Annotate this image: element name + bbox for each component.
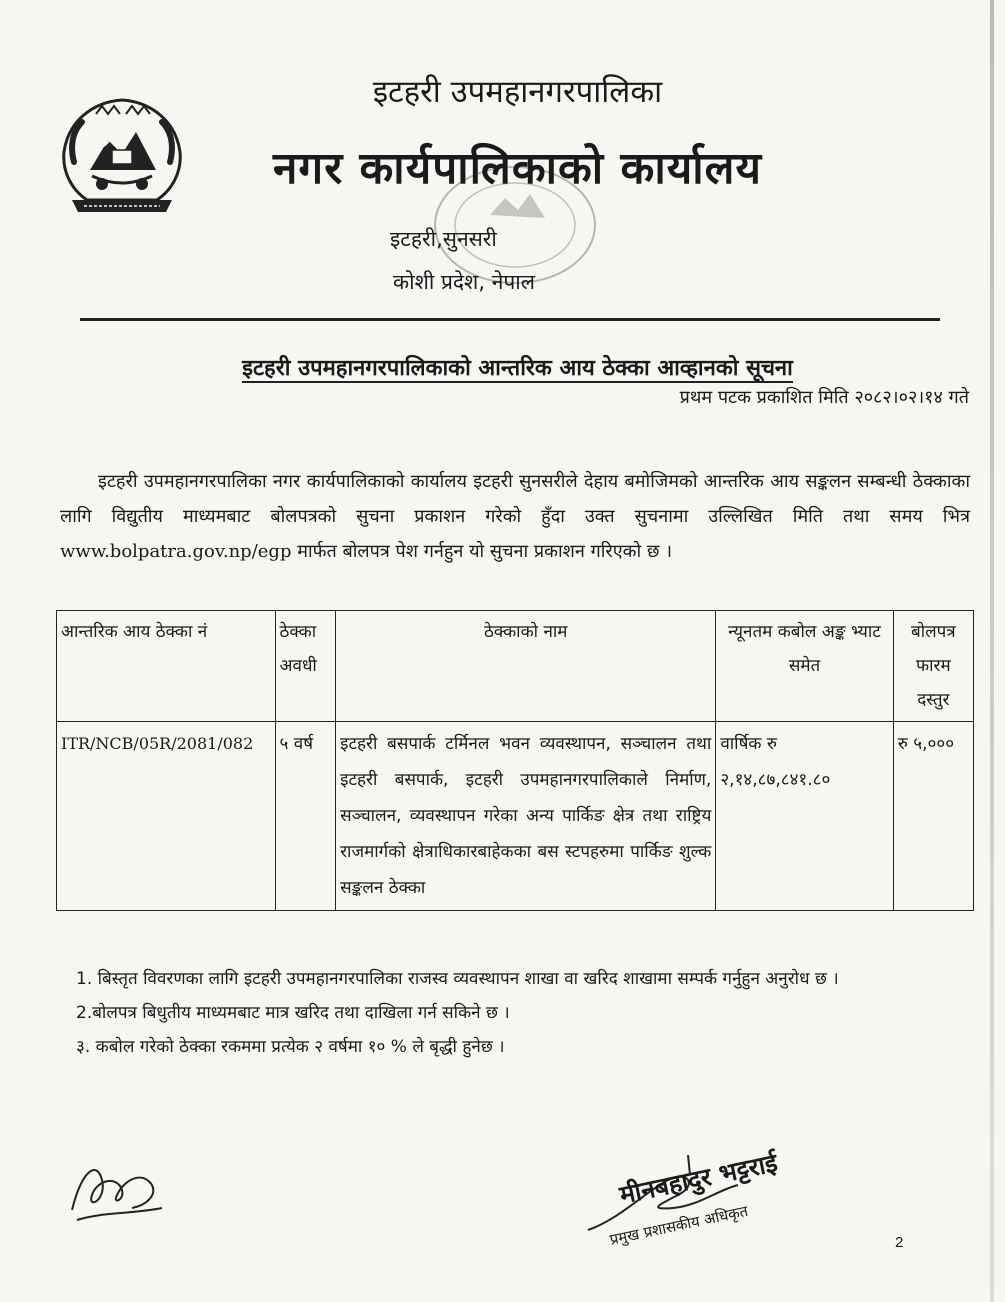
header-divider [80,318,940,321]
header-name: ठेक्काको नाम [336,611,716,722]
notice-body [60,464,970,569]
signatory-title: प्रमुख प्रशासकीय अधिकृत [608,1201,750,1249]
note-item: 2.बोलपत्र बिधुतीय माध्यमबाट मात्र खरिद तथा दाखिला गर्न सकिने छ । [76,1003,510,1023]
header-period: ठेक्का अवधी [275,611,336,722]
table-row [57,722,974,911]
office-city: इटहरी,सुनसरी [390,227,497,251]
municipality-name: इटहरी उपमहानगरपालिका [372,74,663,110]
signatory-name: मीनबहादुर भट्टराई [617,1147,780,1210]
publish-date: प्रथम पटक प्रकाशित मिति २०८२।०२।१४ गते [679,387,969,408]
header-fee: बोलपत्र फारम दस्तुर [893,611,973,722]
notes-list [76,962,976,1064]
body-text-pre: इटहरी उपमहानगरपालिका नगर कार्यपालिकाको कार्यालय इटहरी सुनसरीले देहाय बमोजिमको आन्तरिक आय सङ्कलन सम्बन्धी ठेक्काका लागि विद्युतीय माध्यमबाट बोलपत्रको सुचना प्रकाशन गरेको हुँदा उक्त सुचनामा उल्लिखित मिति तथा समय भित्र [60,471,970,527]
cell-name: इटहरी बसपार्क टर्मिनल भवन व्यवस्थापन, सञ्चालन तथा इटहरी बसपार्क, इटहरी उपमहानगरपालिकाले निर्माण, सञ्चालन, व्यवस्थापन गरेका अन्य पार्किङ क्षेत्र तथा राष्ट्रिय राजमार्गको क्षेत्राधिकारबाहेकका बस स्टपहरुमा पार्किङ शुल्क सङ्कलन ठेक्का [336,722,716,911]
header-minbid: न्यूनतम कबोल अङ्क भ्याट समेत [716,611,893,722]
notice-title: इटहरी उपमहानगरपालिकाको आन्तरिक आय ठेक्का आव्हानको सूचना [242,356,793,381]
cell-fee: रु ५,००० [893,722,973,911]
office-province: कोशी प्रदेश, नेपाल [393,270,535,294]
initials-signature-icon [62,1150,172,1230]
office-name: नगर कार्यपालिकाको कार्यालय [273,143,762,194]
body-text-post: मार्फत बोलपत्र पेश गर्नहुन यो सुचना प्रकाशन गरिएको छ । [297,541,673,562]
cell-period: ५ वर्ष [275,722,336,911]
table-header-row [57,611,974,722]
cell-minbid: वार्षिक रु २,१४,८७,८४१.८० [716,722,893,911]
cell-code: ITR/NCB/05R/2081/082 [57,722,276,911]
page-number: 2 [895,1234,904,1251]
header-code: आन्तरिक आय ठेक्का नं [57,611,276,722]
note-item: 1. बिस्तृत विवरणका लागि इटहरी उपमहानगरपालिका राजस्व व्यवस्थापन शाखा वा खरिद शाखामा सम्पर्क गर्नुहुन अनुरोध छ । [76,969,839,989]
note-item: ३. कबोल गरेको ठेक्का रकममा प्रत्येक २ वर्षमा १० % ले बृद्धी हुनेछ । [76,1037,505,1057]
contract-table [56,610,974,911]
bolpatra-link[interactable]: www.bolpatra.gov.np/egp [60,541,292,562]
